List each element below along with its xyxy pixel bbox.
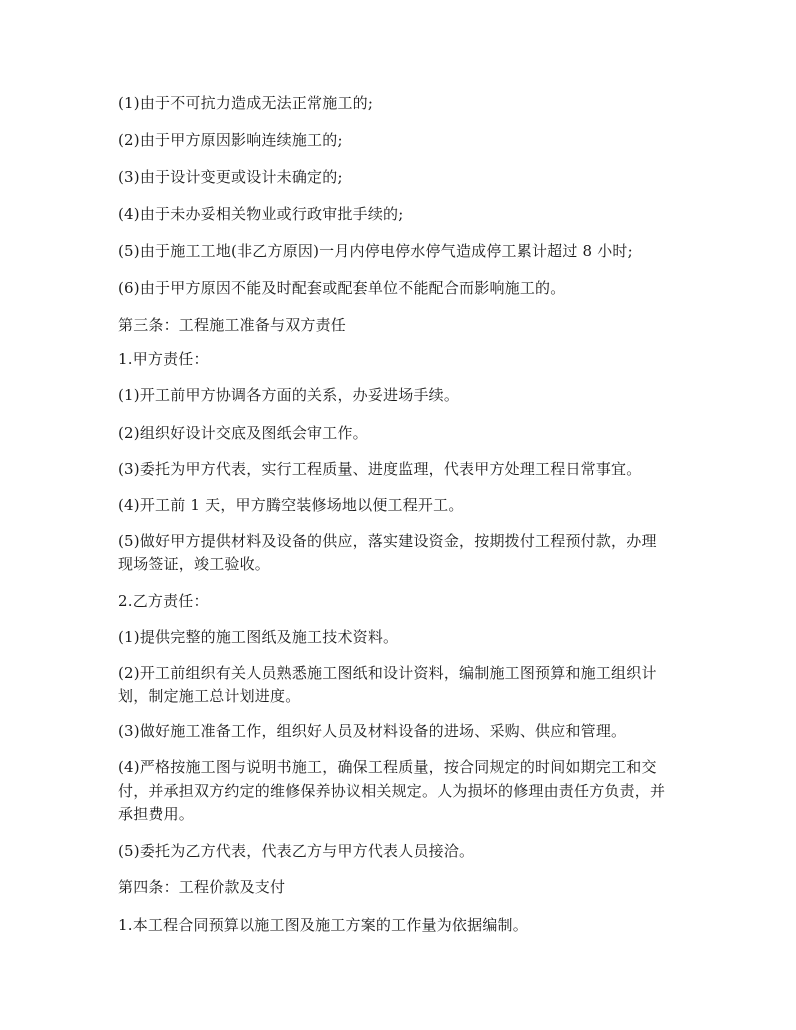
- party-b-item-5: (5)委托为乙方代表，代表乙方与甲方代表人员接洽。: [118, 842, 475, 860]
- party-b-item-4-line-3: 承担费用。: [118, 805, 195, 823]
- party-a-heading: 1.甲方责任：: [118, 350, 209, 368]
- party-b-item-1: (1)提供完整的施工图纸及施工技术资料。: [118, 628, 399, 646]
- clause-item-4: (4)由于未办妥相关物业或行政审批手续的;: [118, 205, 404, 223]
- section-heading-article-4: 第四条：工程价款及支付: [118, 878, 286, 896]
- clause-item-2: (2)由于甲方原因影响连续施工的;: [118, 131, 343, 149]
- clause-item-6: (6)由于甲方原因不能及时配套或配套单位不能配合而影响施工的。: [118, 279, 566, 297]
- party-a-item-5-line-2: 现场签证，竣工验收。: [118, 555, 271, 573]
- party-a-item-2: (2)组织好设计交底及图纸会审工作。: [118, 424, 368, 442]
- party-b-item-2-line-1: (2)开工前组织有关人员熟悉施工图纸和设计资料，编制施工图预算和施工组织计: [118, 664, 657, 682]
- party-b-item-4-line-1: (4)严格按施工图与说明书施工，确保工程质量，按合同规定的时间如期完工和交: [118, 758, 657, 776]
- party-a-item-4: (4)开工前 1 天，甲方腾空装修场地以便工程开工。: [118, 496, 464, 514]
- payment-item-1: 1.本工程合同预算以施工图及施工方案的工作量为依据编制。: [118, 916, 528, 934]
- party-a-item-5-line-1: (5)做好甲方提供材料及设备的供应，落实建设资金，按期拨付工程预付款，办理: [118, 532, 657, 550]
- section-heading-article-3: 第三条：工程施工准备与双方责任: [118, 316, 347, 334]
- clause-item-1: (1)由于不可抗力造成无法正常施工的;: [118, 94, 374, 112]
- party-b-heading: 2.乙方责任：: [118, 592, 209, 610]
- party-b-item-4-line-2: 付，并承担双方约定的维修保养协议相关规定。人为损坏的修理由责任方负责，并: [118, 782, 666, 800]
- clause-item-5: (5)由于施工工地(非乙方原因)一月内停电停水停气造成停工累计超过 8 小时;: [118, 242, 633, 260]
- party-a-item-1: (1)开工前甲方协调各方面的关系，办妥进场手续。: [118, 386, 460, 404]
- party-b-item-3: (3)做好施工准备工作，组织好人员及材料设备的进场、采购、供应和管理。: [118, 722, 627, 740]
- party-b-item-2-line-2: 划，制定施工总计划进度。: [118, 687, 301, 705]
- clause-item-3: (3)由于设计变更或设计未确定的;: [118, 168, 343, 186]
- party-a-item-3: (3)委托为甲方代表，实行工程质量、进度监理，代表甲方处理工程日常事宜。: [118, 460, 642, 478]
